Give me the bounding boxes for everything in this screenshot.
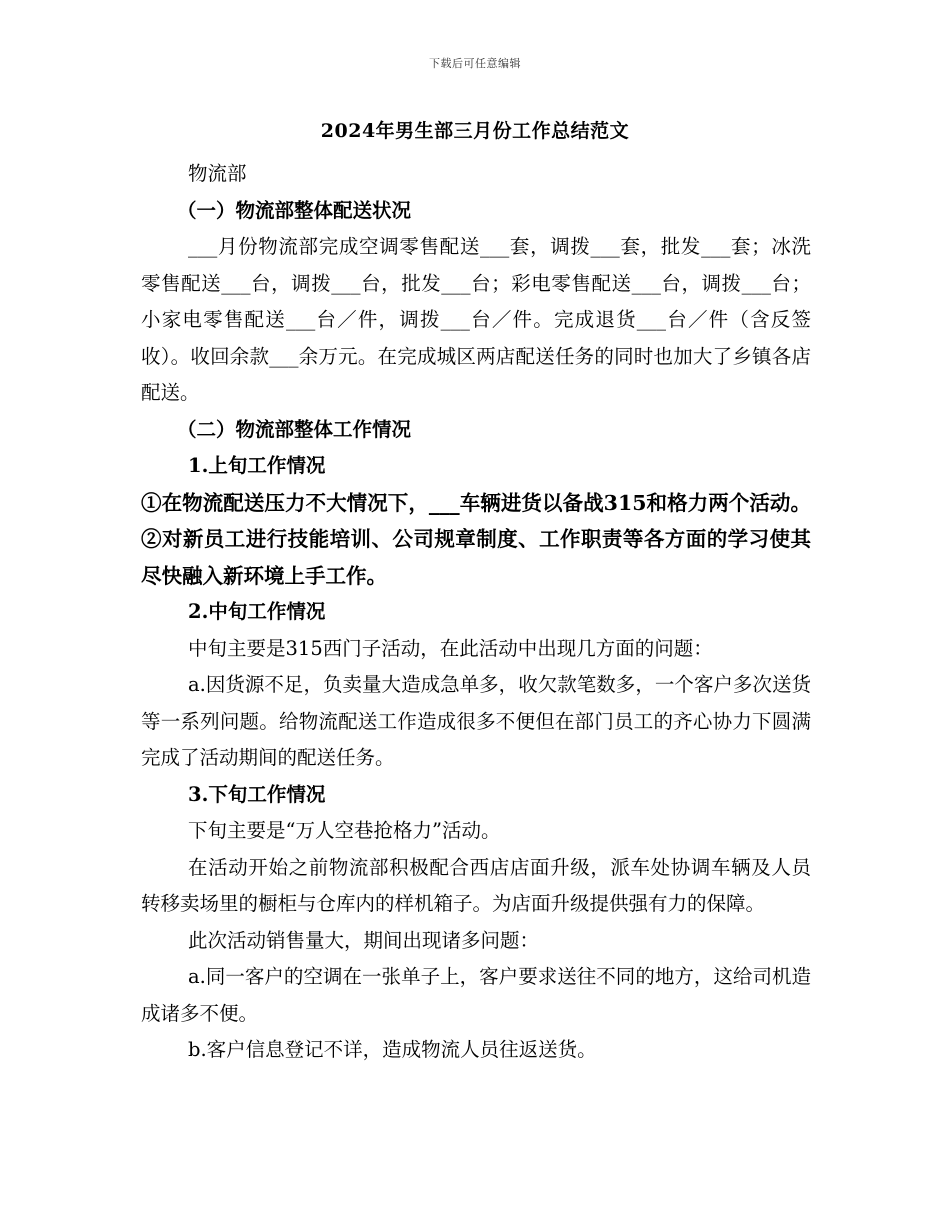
department-label: 物流部 <box>188 162 247 185</box>
document-body <box>141 156 811 1069</box>
subheading-early-month: 1.上旬工作情况 <box>188 454 326 477</box>
paragraph-issue-a: a.同一客户的空调在一张单子上，客户要求送往不同的地方，这给司机造成诸多不便。 <box>141 965 811 1025</box>
subheading-late-month: 3.下旬工作情况 <box>188 782 326 806</box>
paragraph-store-upgrade: 在活动开始之前物流部积极配合西店店面升级，派车处协调车辆及人员转移卖场里的橱柜与仓库内的样机箱子。为店面升级提供强有力的保障。 <box>141 855 811 915</box>
paragraph-mid-month-issue-a: a.因货源不足，负卖量大造成急单多，收欠款笔数多，一个客户多次送货等一系列问题。给物流配送工作造成很多不便但在部门员工的齐心协力下圆满完成了活动期间的配送任务。 <box>141 673 811 769</box>
paragraph-early-month: ①在物流配送压力不大情况下，___车辆进货以备战315和格力两个活动。②对新员工进行技能培训、公司规章制度、工作职责等各方面的学习使其尽快融入新环境上手工作。 <box>141 490 811 588</box>
paragraph-issue-b: b.客户信息登记不详，造成物流人员往返送货。 <box>188 1038 597 1061</box>
document-title: 2024年男生部三月份工作总结范文 <box>320 120 630 142</box>
section-heading-2: （二）物流部整体工作情况 <box>177 417 412 441</box>
header-note: 下载后可任意编辑 <box>429 57 521 70</box>
paragraph-issues-intro: 此次活动销售量大，期间出现诸多问题： <box>188 928 540 952</box>
paragraph-late-month-intro: 下旬主要是“万人空巷抢格力”活动。 <box>188 819 501 842</box>
paragraph-delivery-stats: ___月份物流部完成空调零售配送___套，调拨___套，批发___套；冰洗零售配送___台，调拨___台，批发___台；彩电零售配送___台，调拨___台；小家电零售配送___台／件，调拨___台／件。完成退货___台／件（含反签收）。收回余款___余万元。在完成城区两店配送任务的同时也加大了乡镇各店配送。 <box>141 235 811 404</box>
paragraph-mid-month-intro: 中旬主要是315西门子活动，在此活动中出现几方面的问题： <box>188 636 713 660</box>
section-heading-1: （一）物流部整体配送状况 <box>177 198 412 222</box>
subheading-mid-month: 2.中旬工作情况 <box>188 600 326 623</box>
